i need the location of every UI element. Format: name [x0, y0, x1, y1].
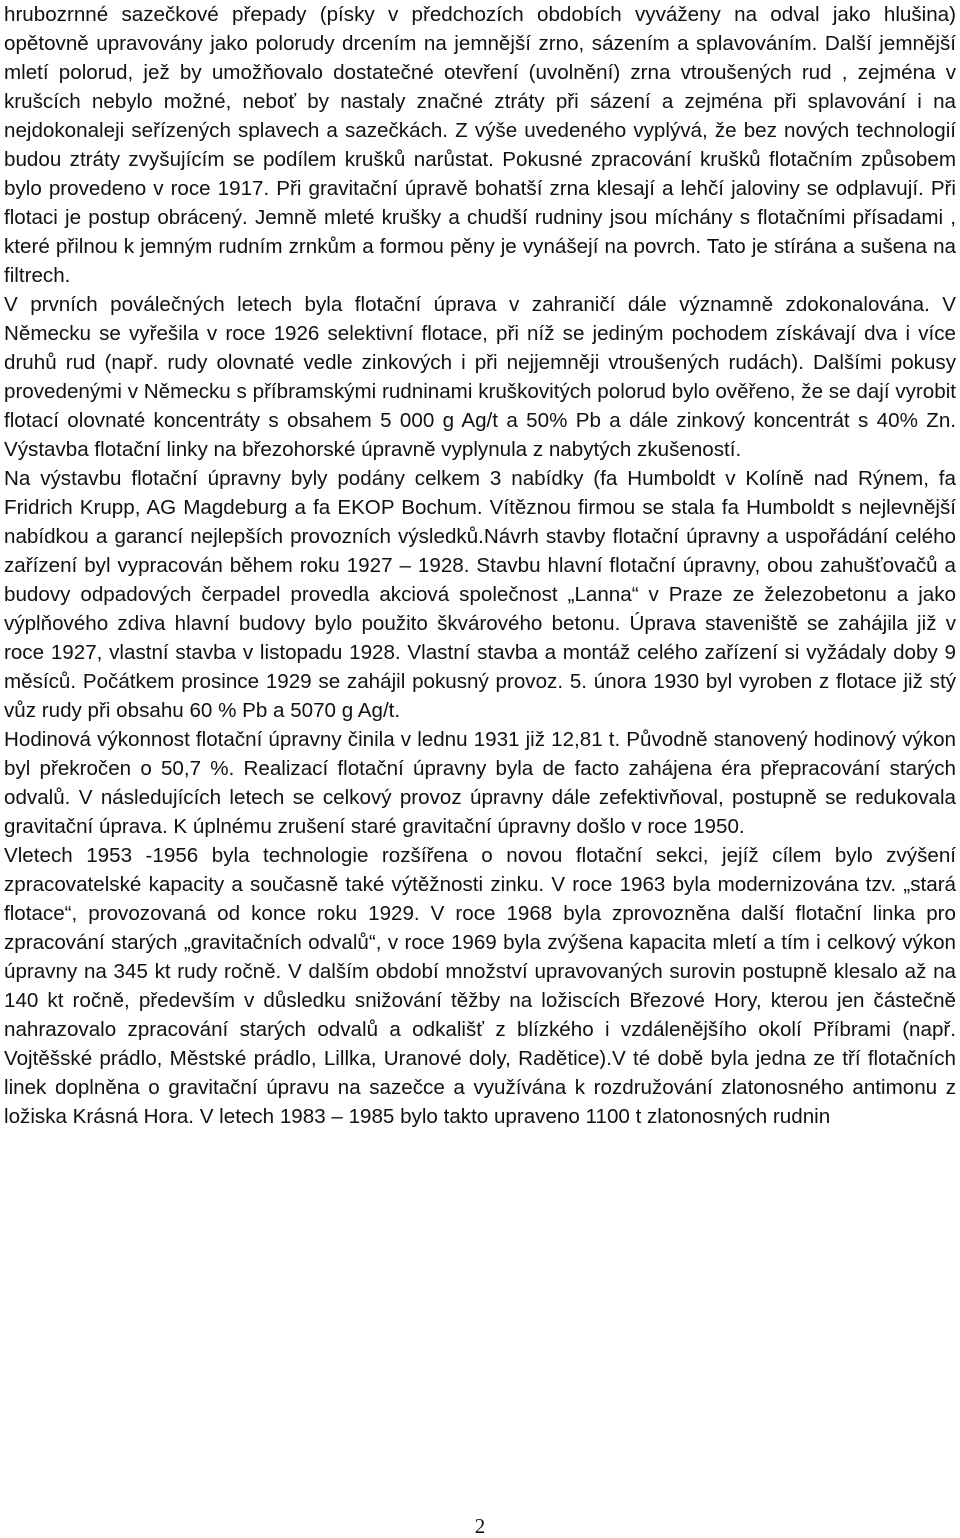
paragraph: V prvních poválečných letech byla flotační úprava v zahraničí dále významně zdokonalována. V Německu se vyřešila v roce 1926 selektivní flotace, při níž se jediným pochodem získávají dva i více druhů rud (např. rudy olovnaté vedle zinkových i při nejjemněji vtroušených rudách). Dalšími pokusy provedenými v Německu s příbramskými rudninami kruškovitých polorud bylo ověřeno, že se dají vyrobit flotací olovnaté koncentráty s obsahem 5 000 g Ag/t a 50% Pb a dále zinkový koncentrát s 40% Zn. Výstavba flotační linky na březohorské úpravně vyplynula z nabytých zkušeností. [4, 293, 956, 461]
paragraph: Hodinová výkonnost flotační úpravny činila v lednu 1931 již 12,81 t. Původně stanovený hodinový výkon byl překročen o 50,7 %. Realizací flotační úpravny byla de facto zahájena éra přepracování starých odvalů. V následujících letech se celkový provoz úpravny dále zefektivňoval, postupně se redukovala gravitační úprava. K úplnému zrušení staré gravitační úpravny došlo v roce 1950. [4, 728, 956, 838]
paragraph: Vletech 1953 -1956 byla technologie rozšířena o novou flotační sekci, jejíž cílem bylo zvýšení zpracovatelské kapacity a současně také výtěžnosti zinku. V roce 1963 byla modernizována tzv. „stará flotace“, provozovaná od konce roku 1929. V roce 1968 byla zprovozněna další flotační linka pro zpracování starých „gravitačních odvalů“, v roce 1969 byla zvýšena kapacita mletí a tím i celkový výkon úpravny na 345 kt rudy ročně. V dalším období množství upravovaných surovin postupně klesalo až na 140 kt ročně, především v důsledku snižování těžby na ložiscích Březové Hory, kterou jen částečně nahrazovalo zpracování starých odvalů a odkališť z blízkého i vzdálenějšího okolí Příbrami (např. Vojtěšské prádlo, Městské prádlo, Lillka, Uranové doly, Radětice).V té době byla jedna ze tří flotačních linek doplněna o gravitační úpravu na sazečce a využívána k rozdružování zlatonosného antimonu z ložiska Krásná Hora. V letech 1983 – 1985 bylo takto upraveno 1100 t zlatonosných rudnin [4, 844, 956, 1128]
document-body [4, 0, 956, 1131]
paragraph: hrubozrnné sazečkové přepady (písky v předchozích obdobích vyváženy na odval jako hlušina) opětovně upravovány jako polorudy drcením na jemnější zrno, sázením a splavováním. Další jemnější mletí polorud, jež by umožňovalo dostatečné otevření (uvolnění) zrna vtroušených rud , zejména v krušcích nebylo možné, neboť by nastaly značné ztráty při sázení a zejména při splavování i na nejdokonaleji seřízených splavech a sazečkách. Z výše uvedeného vyplývá, že bez nových technologií budou ztráty zvyšujícím se podílem krušků narůstat. Pokusné zpracování krušků flotačním způsobem bylo provedeno v roce 1917. Při gravitační úpravě bohatší zrna klesají a lehčí jaloviny se odplavují. Při flotaci je postup obrácený. Jemně mleté krušky a chudší rudniny jsou míchány s flotačními přísadami , které přilnou k jemným rudním zrnkům a formou pěny je vynášejí na povrch. Tato je stírána a sušena na filtrech. [4, 3, 956, 287]
paragraph: Na výstavbu flotační úpravny byly podány celkem 3 nabídky (fa Humboldt v Kolíně nad Rýnem, fa Fridrich Krupp, AG Magdeburg a fa EKOP Bochum. Vítěznou firmou se stala fa Humboldt s nejlevnější nabídkou a garancí nejlepších provozních výsledků.Návrh stavby flotační úpravny a uspořádání celého zařízení byl vypracován během roku 1927 – 1928. Stavbu hlavní flotační úpravny, obou zahušťovačů a budovy odpadových čerpadel provedla akciová společnost „Lanna“ v Praze ze železobetonu a jako výplňového zdiva hlavní budovy bylo použito škvárového betonu. Úprava staveniště se zahájila již v roce 1927, vlastní stavba v listopadu 1928. Vlastní stavba a montáž celého zařízení si vyžádaly doby 9 měsíců. Počátkem prosince 1929 se zahájil pokusný provoz. 5. února 1930 byl vyroben z flotace již stý vůz rudy při obsahu 60 % Pb a 5070 g Ag/t. [4, 467, 956, 722]
page-number: 2 [474, 1514, 486, 1538]
